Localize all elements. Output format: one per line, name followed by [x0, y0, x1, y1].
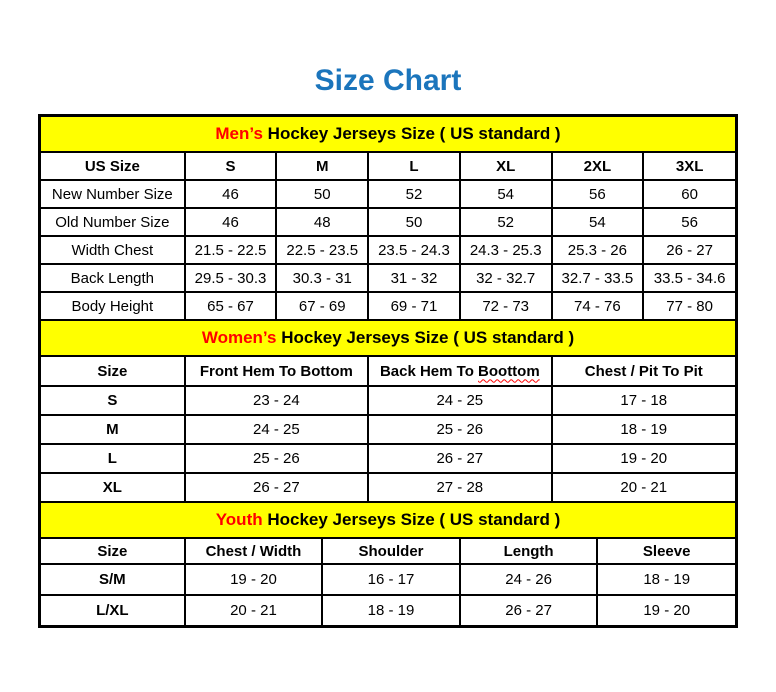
row-label-cell: S [41, 386, 185, 415]
table-cell: 24 - 26 [460, 564, 598, 595]
table-cell: 25.3 - 26 [552, 236, 644, 264]
table-cell: 26 - 27 [460, 595, 598, 625]
youth-section-title: Hockey Jerseys Size ( US standard ) [267, 510, 561, 529]
table-cell: 23.5 - 24.3 [368, 236, 460, 264]
table-cell: 50 [276, 180, 368, 208]
table-row [41, 292, 735, 319]
table-cell: 32.7 - 33.5 [552, 264, 644, 292]
row-label-cell: Old Number Size [41, 208, 185, 236]
column-header-cell: Length [460, 539, 598, 564]
column-header-cell: M [276, 153, 368, 180]
row-label-cell: XL [41, 473, 185, 501]
mens-section-header [41, 117, 735, 153]
table-row [41, 386, 735, 415]
table-row [41, 415, 735, 444]
table-cell: 52 [368, 180, 460, 208]
column-header-cell: 3XL [643, 153, 735, 180]
table-cell: 16 - 17 [322, 564, 460, 595]
table-cell: 26 - 27 [185, 473, 368, 501]
table-cell: 25 - 26 [185, 444, 368, 473]
table-cell: 50 [368, 208, 460, 236]
table-cell: 25 - 26 [368, 415, 551, 444]
table-cell: 18 - 19 [552, 415, 735, 444]
youth-section-header [41, 501, 735, 539]
column-header-cell [368, 357, 551, 386]
womens-header-row [41, 357, 735, 386]
column-header-cell: US Size [41, 153, 185, 180]
table-cell: 26 - 27 [368, 444, 551, 473]
mens-size-table [41, 153, 735, 319]
table-cell: 24 - 25 [185, 415, 368, 444]
table-cell: 19 - 20 [643, 602, 691, 619]
table-row [41, 595, 735, 625]
page-title: Size Chart [314, 64, 462, 97]
table-cell: 56 [552, 180, 644, 208]
column-header-cell: Chest / Pit To Pit [552, 357, 735, 386]
table-cell: 30.3 - 31 [276, 264, 368, 292]
table-cell: 65 - 67 [185, 292, 277, 319]
table-row [41, 564, 735, 595]
table-cell: 54 [460, 180, 552, 208]
column-header-cell: 2XL [552, 153, 644, 180]
column-header-cell: L [368, 153, 460, 180]
table-cell: 29.5 - 30.3 [185, 264, 277, 292]
womens-section-title: Hockey Jerseys Size ( US standard ) [281, 328, 575, 347]
table-cell: 32 - 32.7 [460, 264, 552, 292]
row-label-cell: New Number Size [41, 180, 185, 208]
table-cell: 26 - 27 [643, 236, 735, 264]
table-cell: 20 - 21 [620, 479, 668, 496]
table-cell: 17 - 18 [552, 386, 735, 415]
table-cell: 74 - 76 [552, 292, 644, 319]
column-header-cell: Chest / Width [185, 539, 323, 564]
mens-header-row [41, 153, 735, 180]
row-label-cell: L [41, 444, 185, 473]
youth-header-row [41, 539, 735, 564]
column-header-cell: XL [460, 153, 552, 180]
table-cell: 19 - 20 [185, 564, 323, 595]
table-cell: 69 - 71 [368, 292, 460, 319]
row-label-cell: Width Chest [41, 236, 185, 264]
misspelled-word: Boottom [478, 362, 540, 380]
mens-section-title: Hockey Jerseys Size ( US standard ) [267, 124, 561, 143]
table-cell: 24 - 25 [368, 386, 551, 415]
column-header-text: Back Hem To [379, 362, 474, 380]
table-cell: 72 - 73 [460, 292, 552, 319]
mens-section-accent: Men’s [215, 124, 263, 143]
table-row [41, 180, 735, 208]
table-cell: 56 [643, 208, 735, 236]
table-cell: 19 - 20 [552, 444, 735, 473]
row-label-cell: Body Height [41, 292, 185, 319]
table-cell: 48 [276, 208, 368, 236]
table-cell: 21.5 - 22.5 [185, 236, 277, 264]
column-header-cell: Size [41, 539, 185, 564]
table-cell: 18 - 19 [597, 564, 735, 595]
table-cell: 67 - 69 [276, 292, 368, 319]
column-header-cell: Size [41, 357, 185, 386]
table-cell: 31 - 32 [368, 264, 460, 292]
row-label-cell: S/M [41, 564, 185, 595]
column-header-cell: S [185, 153, 277, 180]
table-cell: 20 - 21 [185, 595, 323, 625]
table-cell: 46 [185, 180, 277, 208]
table-cell: 77 - 80 [666, 297, 713, 315]
womens-section-accent: Women’s [201, 328, 277, 347]
table-cell: 60 [643, 180, 735, 208]
womens-section-header [41, 319, 735, 357]
table-cell: 46 [185, 208, 277, 236]
table-cell: 33.5 - 34.6 [643, 264, 735, 292]
womens-size-table [41, 357, 735, 501]
table-cell: 18 - 19 [322, 595, 460, 625]
table-row [41, 473, 735, 501]
table-cell: 52 [460, 208, 552, 236]
table-row [41, 208, 735, 236]
table-row [41, 236, 735, 264]
table-row [41, 264, 735, 292]
column-header-cell: Front Hem To Bottom [185, 357, 368, 386]
size-chart-frame [38, 114, 738, 628]
table-row [41, 444, 735, 473]
youth-section-accent: Youth [215, 510, 263, 529]
column-header-cell: Shoulder [322, 539, 460, 564]
row-label-cell: Back Length [41, 264, 185, 292]
column-header-cell: Sleeve [597, 539, 735, 564]
row-label-cell: M [41, 415, 185, 444]
table-cell: 24.3 - 25.3 [460, 236, 552, 264]
table-cell: 23 - 24 [185, 386, 368, 415]
table-cell: 54 [552, 208, 644, 236]
row-label-cell: L/XL [41, 595, 185, 625]
youth-size-table [41, 539, 735, 625]
table-cell: 27 - 28 [368, 473, 551, 501]
table-cell: 22.5 - 23.5 [276, 236, 368, 264]
